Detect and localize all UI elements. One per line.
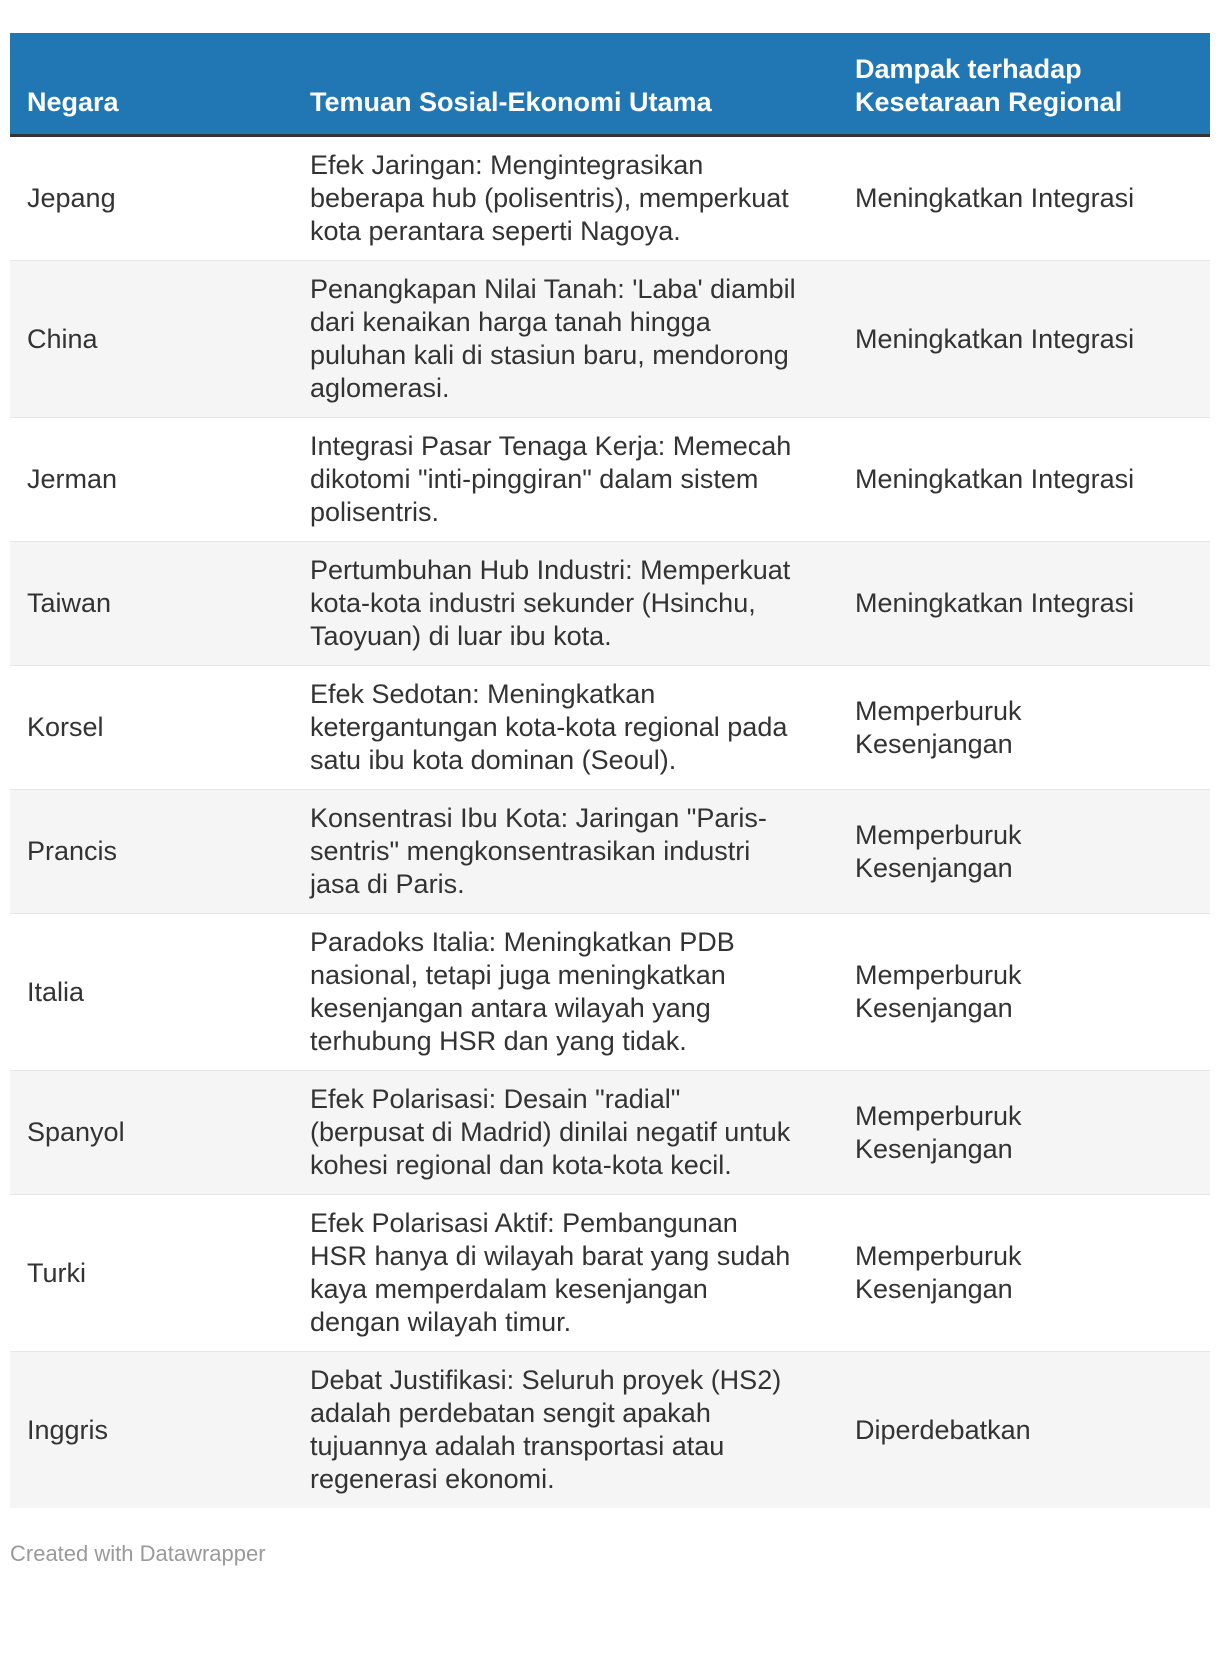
cell-impact <box>838 136 1210 261</box>
impact-text: Diperdebatkan <box>855 1414 1031 1445</box>
cell-finding: Efek Polarisasi: Desain "radial" (berpusat di Madrid) dinilai negatif untuk kohesi regional dan kota-kota kecil. <box>310 1084 791 1180</box>
cell-impact <box>838 1352 1210 1509</box>
table-row <box>10 790 1210 914</box>
header-row <box>10 33 1210 136</box>
hsr-impact-table <box>10 33 1210 1508</box>
cell-finding: Integrasi Pasar Tenaga Kerja: Memecah dikotomi "inti-pinggiran" dalam sistem polisentris. <box>310 431 792 527</box>
cell-impact <box>838 914 1210 1071</box>
datawrapper-credit-link[interactable]: Created with Datawrapper <box>10 1541 266 1566</box>
table-row <box>10 418 1210 542</box>
cell-country: Turki <box>27 1257 86 1288</box>
cell-country: Korsel <box>27 712 104 742</box>
impact-text: Meningkatkan Integrasi <box>855 323 1135 354</box>
table-row <box>10 542 1210 666</box>
cell-impact <box>838 542 1210 666</box>
table-row <box>10 1352 1210 1509</box>
table-row <box>10 666 1210 790</box>
table-header <box>10 33 1210 136</box>
column-header-dampak-kesetaraan: Dampak terhadap Kesetaraan Regional <box>838 33 1210 136</box>
cell-country: Inggris <box>27 1414 109 1445</box>
cell-country: China <box>27 323 98 354</box>
cell-impact <box>838 261 1210 418</box>
table-row <box>10 261 1210 418</box>
cell-finding: Efek Sedotan: Meningkatkan ketergantungan kota-kota regional pada satu ibu kota dominan (Seoul). <box>310 679 788 775</box>
cell-finding: Efek Jaringan: Mengintegrasikan beberapa hub (polisentris), memperkuat kota perantara seperti Nagoya. <box>310 150 789 246</box>
impact-text: Meningkatkan Integrasi <box>855 183 1135 213</box>
table-body <box>10 136 1210 1509</box>
cell-country: Taiwan <box>27 588 112 618</box>
cell-country: Italia <box>27 976 85 1007</box>
cell-finding: Pertumbuhan Hub Industri: Memperkuat kota-kota industri sekunder (Hsinchu, Taoyuan) di luar ibu kota. <box>310 555 791 651</box>
impact-text: Meningkatkan Integrasi <box>855 464 1135 494</box>
table-row <box>10 914 1210 1071</box>
cell-finding: Efek Polarisasi Aktif: Pembangunan HSR hanya di wilayah barat yang sudah kaya memperdalam kesenjangan dengan wilayah timur. <box>310 1208 791 1337</box>
impact-text: Memperburuk Kesenjangan <box>855 1100 1022 1164</box>
cell-impact <box>838 1195 1210 1352</box>
cell-country: Jerman <box>27 464 118 494</box>
impact-text: Memperburuk Kesenjangan <box>855 1241 1022 1304</box>
cell-impact <box>838 790 1210 914</box>
cell-country: Spanyol <box>27 1117 125 1147</box>
cell-impact <box>838 666 1210 790</box>
column-header-negara: Negara <box>10 33 293 136</box>
table-row <box>10 136 1210 261</box>
cell-country: Jepang <box>27 183 116 213</box>
impact-text: Memperburuk Kesenjangan <box>855 819 1022 883</box>
impact-text: Memperburuk Kesenjangan <box>855 695 1022 759</box>
table-row <box>10 1071 1210 1195</box>
column-header-temuan-sosial-ekonomi: Temuan Sosial-Ekonomi Utama <box>293 33 838 136</box>
table-row <box>10 1195 1210 1352</box>
cell-impact <box>838 1071 1210 1195</box>
cell-finding: Penangkapan Nilai Tanah: 'Laba' diambil dari kenaikan harga tanah hingga puluhan kali di stasiun baru, mendorong aglomerasi. <box>310 274 796 403</box>
cell-country: Prancis <box>27 836 118 866</box>
cell-finding: Debat Justifikasi: Seluruh proyek (HS2) adalah perdebatan sengit apakah tujuannya adalah transportasi atau regenerasi ekonomi. <box>310 1365 782 1494</box>
cell-finding: Konsentrasi Ibu Kota: Jaringan "Paris-sentris" mengkonsentrasikan industri jasa di Paris. <box>310 803 767 899</box>
cell-finding: Paradoks Italia: Meningkatkan PDB nasional, tetapi juga meningkatkan kesenjangan antara wilayah yang terhubung HSR dan yang tidak. <box>310 927 735 1056</box>
impact-text: Memperburuk Kesenjangan <box>855 960 1022 1023</box>
impact-text: Meningkatkan Integrasi <box>855 588 1135 618</box>
cell-impact <box>838 418 1210 542</box>
